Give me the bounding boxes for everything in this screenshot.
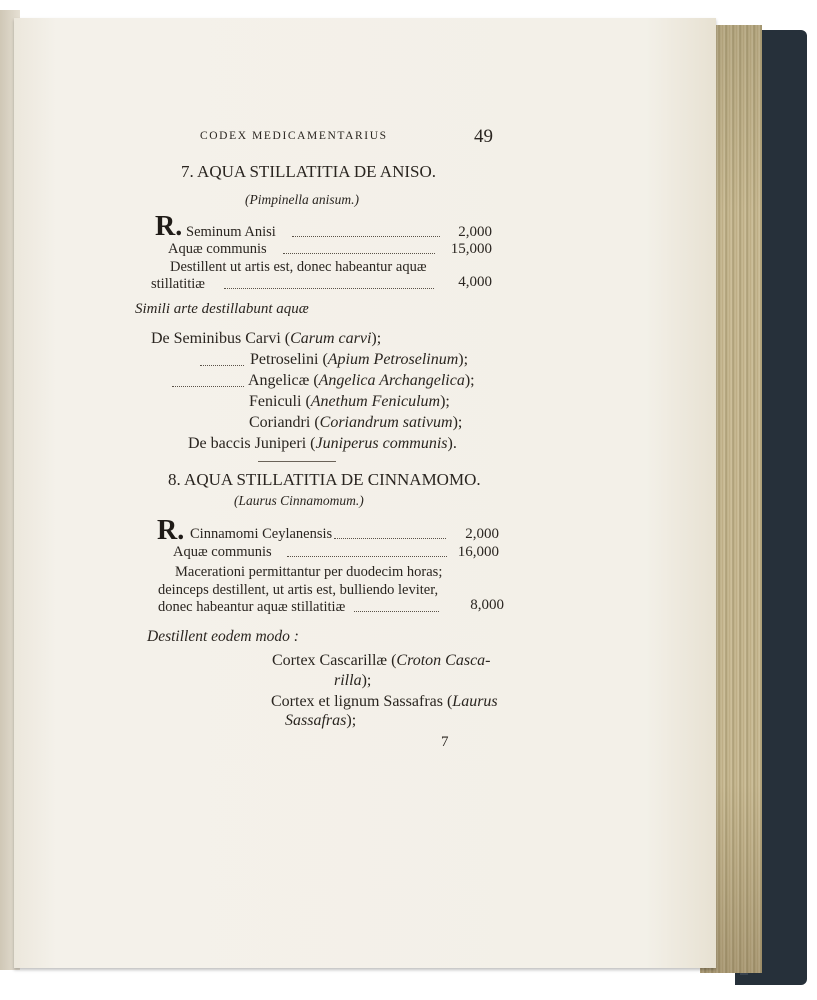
plant-common-name: Petroselini ( bbox=[250, 351, 328, 368]
ingredient-label: Seminum Anisi bbox=[186, 224, 276, 240]
plant-latin-name: Anethum Feniculum bbox=[310, 393, 441, 410]
leader-dots bbox=[283, 253, 435, 254]
cortex-line bbox=[285, 713, 356, 729]
section-8-heading: 8. AQUA STILLATITIA DE CINNAMOMO. bbox=[168, 470, 481, 489]
ingredient-qty: 2,000 bbox=[465, 526, 499, 542]
cortex-common-name: Cortex Cascarillæ ( bbox=[272, 652, 397, 669]
cortex-common-name: Cortex et lignum Sassafras ( bbox=[271, 693, 453, 710]
plant-list-item bbox=[248, 373, 475, 389]
instruction-line: donec habeantur aquæ stillatitiæ bbox=[158, 599, 346, 615]
signature-mark: 7 bbox=[441, 734, 449, 750]
instruction-line: stillatitiæ bbox=[151, 276, 205, 292]
leader-dots bbox=[224, 288, 434, 289]
recipe-symbol: R. bbox=[157, 515, 185, 546]
ingredient-qty: 15,000 bbox=[450, 241, 492, 257]
instruction-line: deinceps destillent, ut artis est, bulliendo leviter, bbox=[158, 582, 439, 598]
cortex-latin-name: rilla bbox=[334, 672, 362, 689]
plant-common-name: Feniculi ( bbox=[249, 393, 311, 410]
plant-list-end: ); bbox=[371, 330, 382, 347]
plant-list-end: ); bbox=[458, 351, 469, 368]
plant-latin-name: Juniperus communis bbox=[315, 435, 448, 452]
section-8-subtitle: (Laurus Cinnamomum.) bbox=[234, 493, 364, 508]
plant-list-end: ); bbox=[464, 372, 475, 389]
plant-common-name: Angelicæ ( bbox=[248, 372, 319, 389]
cortex-latin-name: Laurus bbox=[452, 693, 498, 710]
page-number: 49 bbox=[474, 126, 493, 147]
ingredient-label: Aquæ communis bbox=[168, 241, 267, 257]
ingredient-label: Cinnamomi Ceylanensis bbox=[190, 526, 333, 542]
cortex-line-end: ); bbox=[361, 672, 372, 689]
leader-dots bbox=[200, 365, 244, 366]
plant-list-item bbox=[249, 394, 450, 410]
book-page bbox=[14, 18, 716, 968]
instruction-line: Macerationi permittantur per duodecim horas; bbox=[175, 564, 443, 580]
plant-list-item bbox=[250, 352, 468, 368]
plant-common-name: Coriandri ( bbox=[249, 414, 320, 431]
plant-latin-name: Angelica Archangelica bbox=[318, 372, 465, 389]
plant-list-item bbox=[151, 331, 381, 347]
cortex-line bbox=[272, 653, 491, 669]
plant-list-item bbox=[249, 415, 462, 431]
leader-dots bbox=[172, 386, 244, 387]
plant-common-name: De Seminibus Carvi ( bbox=[151, 330, 291, 347]
recipe-symbol: R. bbox=[155, 211, 183, 242]
ingredient-label: Aquæ communis bbox=[173, 544, 272, 560]
instruction-qty: 4,000 bbox=[458, 274, 492, 290]
plant-list-end: ); bbox=[440, 393, 450, 410]
section-divider bbox=[258, 461, 336, 462]
cortex-latin-name: Croton Casca- bbox=[396, 652, 491, 669]
ingredient-qty: 2,000 bbox=[458, 224, 492, 240]
plant-latin-name: Apium Petroselinum bbox=[327, 351, 459, 368]
cortex-line bbox=[271, 694, 498, 710]
cortex-line bbox=[334, 673, 371, 689]
destillent-line: Destillent eodem modo : bbox=[147, 628, 299, 645]
plant-latin-name: Coriandrum sativum bbox=[319, 414, 453, 431]
section-7-subtitle: (Pimpinella anisum.) bbox=[245, 192, 359, 207]
plant-latin-name: Carum carvi bbox=[290, 330, 372, 347]
plant-list-end: ). bbox=[447, 435, 457, 452]
plant-common-name: De baccis Juniperi ( bbox=[188, 435, 316, 452]
plant-list-item bbox=[188, 436, 457, 452]
leader-dots bbox=[287, 556, 447, 557]
instruction-qty: 8,000 bbox=[470, 597, 504, 613]
cortex-latin-name: Sassafras bbox=[285, 712, 347, 729]
simili-line: Simili arte destillabunt aquæ bbox=[135, 301, 309, 317]
cortex-line-end: ); bbox=[346, 712, 357, 729]
plant-list-end: ); bbox=[452, 414, 463, 431]
leader-dots bbox=[334, 538, 446, 539]
leader-dots bbox=[354, 611, 439, 612]
section-7-heading: 7. AQUA STILLATITIA DE ANISO. bbox=[181, 162, 436, 181]
running-title: CODEX MEDICAMENTARIUS bbox=[200, 130, 388, 142]
leader-dots bbox=[292, 236, 440, 237]
instruction-line: Destillent ut artis est, donec habeantur aquæ bbox=[170, 259, 427, 275]
ingredient-qty: 16,000 bbox=[457, 544, 499, 560]
